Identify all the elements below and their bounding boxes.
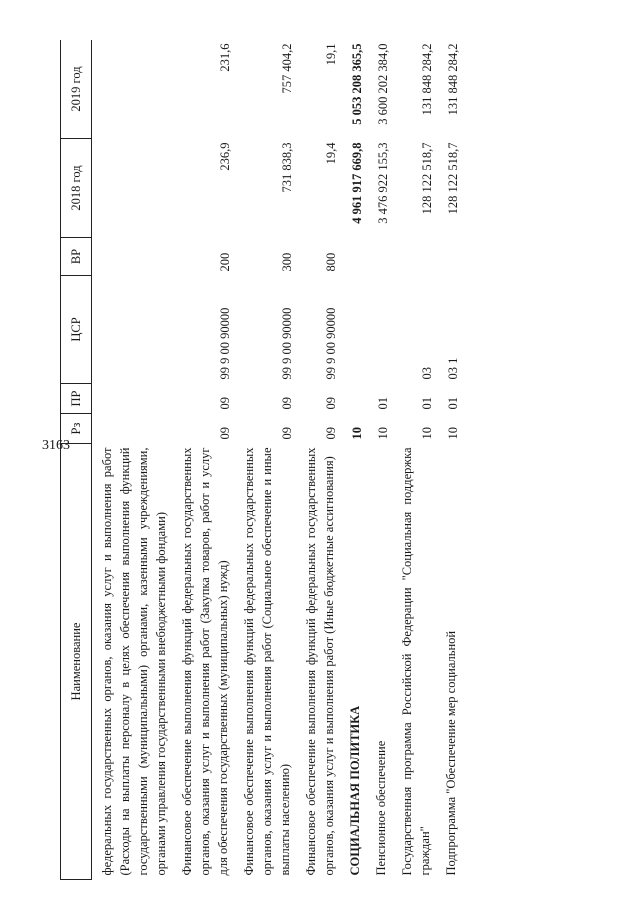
page-number: 3163 xyxy=(42,438,70,453)
cell-y2019: 757 404,2 xyxy=(280,43,294,94)
cell-csr: 03 xyxy=(420,367,434,380)
table-row xyxy=(392,40,436,880)
table-row xyxy=(92,40,173,880)
cell-name: Государственная программа Российской Федерации "Социальная поддержка граждан" xyxy=(400,447,432,876)
cell-rz: 10 xyxy=(420,427,434,440)
table-row xyxy=(436,40,462,880)
cell-y2018 xyxy=(92,139,173,238)
cell-y2019: 131 848 284,2 xyxy=(446,43,460,116)
cell-y2019: 19,1 xyxy=(324,43,338,66)
cell-vr: 200 xyxy=(218,252,232,272)
cell-rz: 10 xyxy=(446,427,460,440)
cell-vr xyxy=(366,238,392,276)
cell-pr: 09 xyxy=(218,397,232,410)
rotated-page-viewport xyxy=(60,40,580,880)
cell-y2018: 731 838,3 xyxy=(280,142,294,193)
cell-name: Финансовое обеспечение выполнения функций федеральных государственных органов, оказания услуг и выполнения работ (Закупка товаров, работ и услуг для обеспечения государственных (муниципальных) нужд) xyxy=(180,447,230,876)
cell-vr xyxy=(340,238,366,276)
cell-rz: 09 xyxy=(324,427,338,440)
table-row xyxy=(366,40,392,880)
cell-name: Финансовое обеспечение выполнения функций федеральных государственных органов, оказания услуг и выполнения работ (Социальное обеспечение и иные выплаты населению) xyxy=(242,447,292,876)
table-header-row xyxy=(61,40,92,880)
cell-name: федеральных государственных органов, оказания услуг и выполнения работ (Расходы на выплаты персоналу в целях обеспечения выполнения функций государственными (муниципальными) органами, казенными учреждениями, органами управления государственными внебюджетными фондами) xyxy=(100,447,168,876)
cell-y2018: 19,4 xyxy=(324,142,338,165)
cell-pr: 09 xyxy=(324,397,338,410)
cell-y2018: 3 476 922 155,3 xyxy=(376,142,390,224)
cell-rz: 09 xyxy=(280,427,294,440)
cell-name: Пенсионное обеспечение xyxy=(374,740,388,876)
cell-y2019: 131 848 284,2 xyxy=(420,43,434,116)
header-2019: 2019 год xyxy=(61,40,92,139)
cell-pr xyxy=(92,384,173,414)
header-pr: ПР xyxy=(61,384,92,414)
table-row xyxy=(296,40,340,880)
cell-vr xyxy=(92,238,173,276)
cell-csr: 03 1 xyxy=(446,357,460,380)
cell-pr xyxy=(340,384,366,414)
header-vr: ВР xyxy=(61,238,92,276)
cell-rz: 10 xyxy=(376,427,390,440)
cell-y2019: 231,6 xyxy=(218,43,232,72)
cell-y2019: 5 053 208 365,5 xyxy=(350,43,364,125)
cell-pr: 01 xyxy=(446,397,460,410)
cell-name: СОЦИАЛЬНАЯ ПОЛИТИКА xyxy=(348,705,362,876)
header-rz: Рз xyxy=(61,414,92,444)
cell-csr: 99 9 00 90000 xyxy=(280,307,294,380)
header-csr: ЦСР xyxy=(61,276,92,384)
cell-csr: 99 9 00 90000 xyxy=(218,307,232,380)
cell-vr: 800 xyxy=(324,252,338,272)
cell-y2018: 128 122 518,7 xyxy=(420,142,434,215)
table-row xyxy=(340,40,366,880)
rotated-page xyxy=(60,40,580,880)
cell-vr: 300 xyxy=(280,252,294,272)
cell-rz xyxy=(92,414,173,444)
cell-pr: 01 xyxy=(376,397,390,410)
cell-csr: 99 9 00 90000 xyxy=(324,307,338,380)
cell-y2018: 4 961 917 669,8 xyxy=(350,142,364,224)
cell-csr xyxy=(340,276,366,384)
cell-pr: 09 xyxy=(280,397,294,410)
cell-vr xyxy=(436,238,462,276)
cell-name: Финансовое обеспечение выполнения функций федеральных государственных органов, оказания услуг и выполнения работ (Иные бюджетные ассигнования) xyxy=(304,447,336,876)
table-row xyxy=(172,40,234,880)
cell-csr xyxy=(366,276,392,384)
budget-table xyxy=(60,40,462,880)
table-row xyxy=(234,40,296,880)
header-name: Наименование xyxy=(61,444,92,880)
cell-y2018: 236,9 xyxy=(218,142,232,171)
cell-y2018: 128 122 518,7 xyxy=(446,142,460,215)
cell-y2019: 3 600 202 384,0 xyxy=(376,43,390,125)
cell-name: Подпрограмма "Обеспечение мер социальной xyxy=(444,630,458,876)
cell-rz: 09 xyxy=(218,427,232,440)
cell-rz: 10 xyxy=(350,427,364,440)
cell-vr xyxy=(392,238,436,276)
header-2018: 2018 год xyxy=(61,139,92,238)
cell-y2019 xyxy=(92,40,173,139)
cell-pr: 01 xyxy=(420,397,434,410)
cell-csr xyxy=(92,276,173,384)
